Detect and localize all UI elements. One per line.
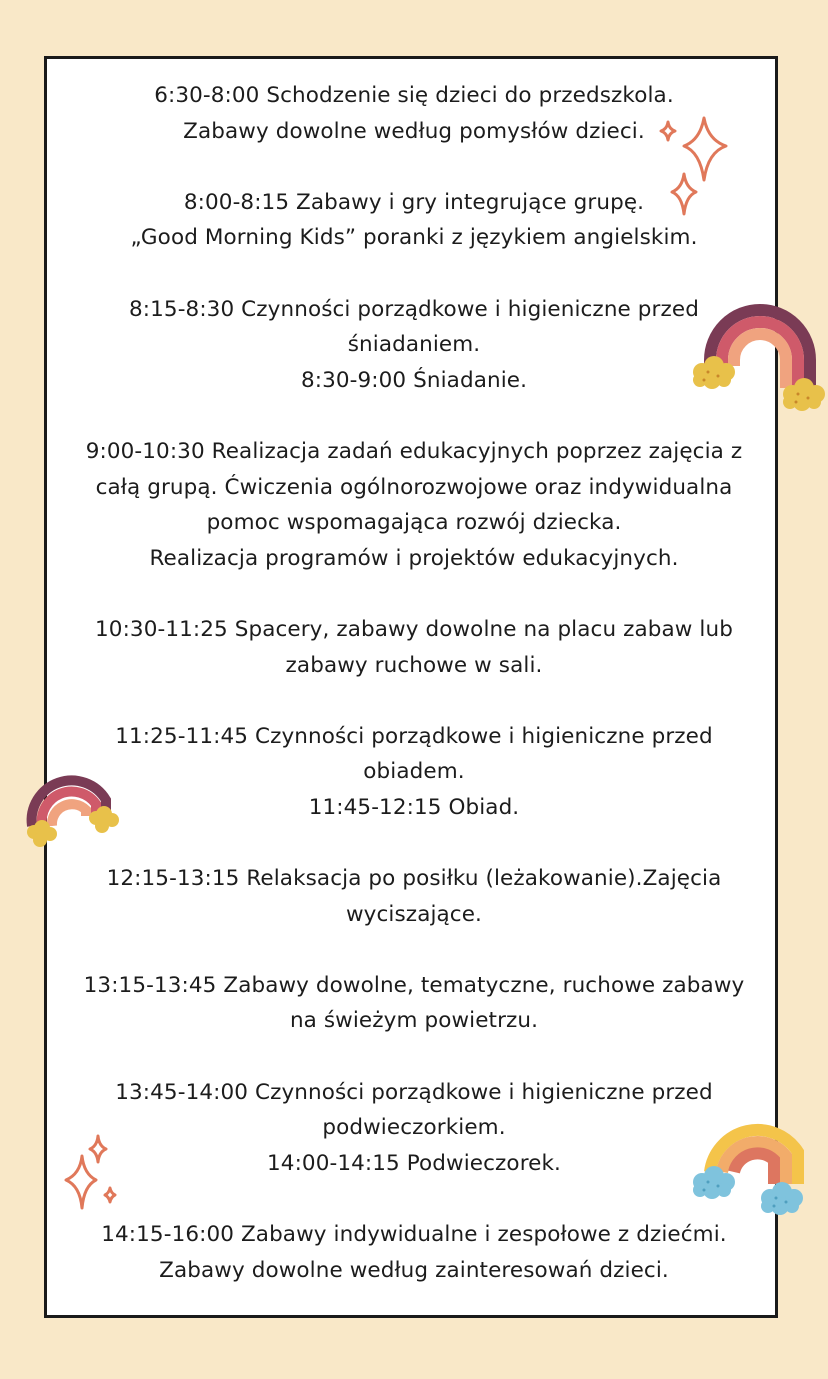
schedule-line: 14:15-16:00 Zabawy indywidualne i zespołowe z dziećmi. [101,1222,727,1247]
sparkle-icon [58,1130,128,1215]
rainbow-icon [688,280,828,415]
schedule-entry [44,292,784,399]
rainbow-icon [688,1100,813,1220]
schedule-entry [44,861,784,932]
schedule-line: całą grupą. Ćwiczenia ogólnorozwojowe oraz indywidualna [95,474,733,500]
schedule-line: 11:25-11:45 Czynności porządkowe i higieniczne przed [115,723,713,749]
schedule-line: obiadem. [363,759,465,785]
rainbow-icon [20,748,125,853]
schedule-line: pomoc wspomagająca rozwój dziecka. [206,510,622,536]
schedule-line: Realizacja programów i projektów edukacyjnych. [149,545,679,571]
schedule-line: 14:00-14:15 Podwieczorek. [267,1150,561,1176]
schedule-line: śniadaniem. [347,332,481,358]
schedule-line: 13:45-14:00 Czynności porządkowe i higieniczne przed [115,1079,713,1105]
schedule-entry [44,1217,784,1288]
schedule-line: 13:15-13:45 Zabawy dowolne, tematyczne, ruchowe zabawy [83,972,745,998]
schedule-line: 12:15-13:15 Relaksacja po posiłku (leżakowanie).Zajęcia [106,866,722,892]
schedule-line: 8:00-8:15 Zabawy i gry integrujące grupę. [183,189,645,215]
schedule-line: 11:45-12:15 Obiad. [308,794,520,820]
schedule-line: Zabawy dowolne według zainteresowań dzieci. [159,1257,669,1283]
schedule-entry [44,434,784,576]
schedule-line: zabawy ruchowe w sali. [285,652,543,678]
schedule-entry [44,1075,784,1182]
sparkle-icon [656,110,736,220]
schedule-line: wyciszające. [346,901,482,927]
schedule-line: „Good Morning Kids” poranki z językiem angielskim. [130,225,698,251]
schedule-entry [44,612,784,683]
schedule-line: na świeżym powietrzu. [289,1008,539,1034]
schedule-line: 9:00-10:30 Realizacja zadań edukacyjnych poprzez zajęcia z [85,438,743,464]
schedule-line: 10:30-11:25 Spacery, zabawy dowolne na placu zabaw lub [95,616,733,642]
schedule-line: 8:15-8:30 Czynności porządkowe i higieniczne przed [129,296,699,322]
schedule-line: 6:30-8:00 Schodzenie się dzieci do przedszkola. [154,83,674,108]
schedule-line: Zabawy dowolne według pomysłów dzieci. [183,118,645,144]
schedule-line: podwieczorkiem. [322,1115,506,1141]
daily-schedule [44,78,784,1288]
schedule-entry [44,719,784,826]
schedule-line: 8:30-9:00 Śniadanie. [300,367,528,393]
schedule-entry [44,968,784,1039]
